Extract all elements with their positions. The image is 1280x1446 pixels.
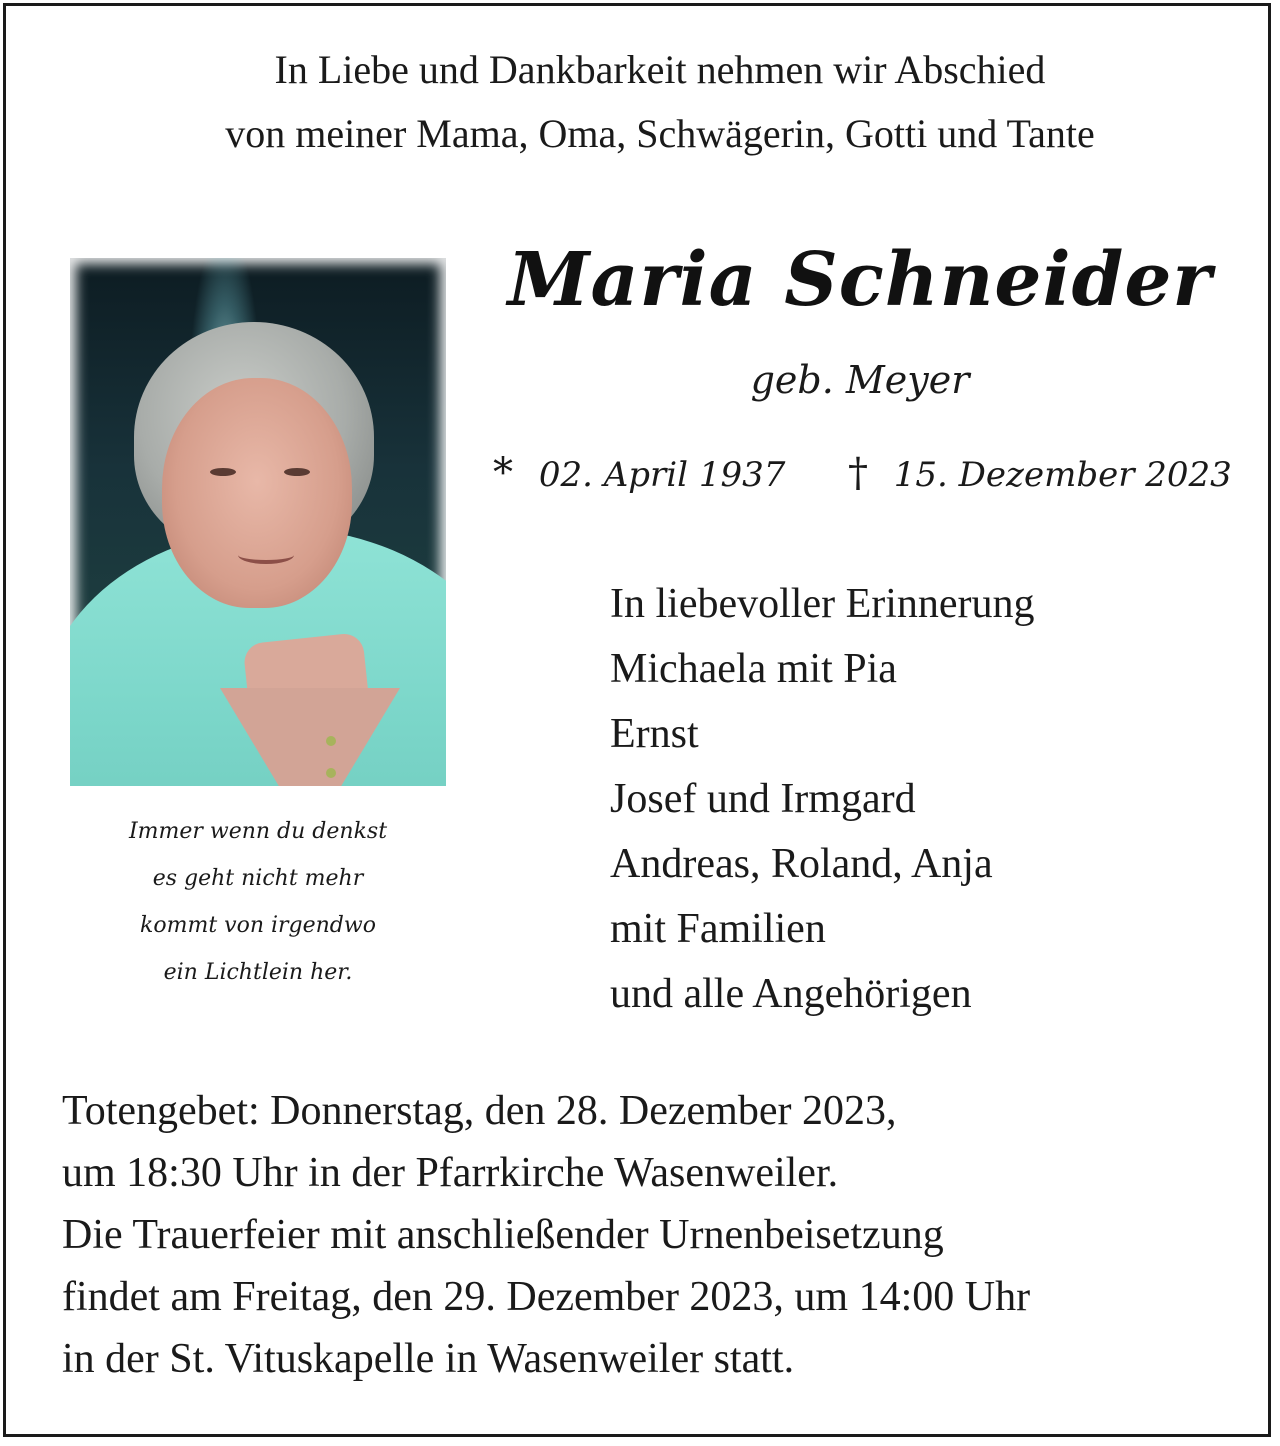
quote-line: kommt von irgendwo bbox=[140, 913, 376, 938]
quote-line: Immer wenn du denkst bbox=[128, 819, 388, 844]
deceased-name: Maria Schneider bbox=[507, 237, 1213, 323]
service-line: in der St. Vituskapelle in Wasenweiler statt. bbox=[62, 1336, 795, 1382]
quote-line: ein Lichtlein her. bbox=[163, 960, 353, 985]
mourners-line: mit Familien bbox=[610, 906, 826, 952]
mourners-line: In liebevoller Erinnerung bbox=[610, 581, 1035, 627]
memorial-quote bbox=[70, 808, 446, 996]
portrait-photo bbox=[70, 258, 446, 786]
birth-name: geb. Meyer bbox=[750, 358, 970, 402]
service-line: um 18:30 Uhr in der Pfarrkirche Wasenweiler. bbox=[62, 1150, 839, 1196]
birth-star-icon: * bbox=[493, 450, 513, 496]
service-details bbox=[62, 1080, 1242, 1390]
death-cross-icon: † bbox=[847, 450, 868, 496]
death-date: 15. Dezember 2023 bbox=[893, 455, 1232, 495]
service-line: Totengebet: Donnerstag, den 28. Dezember 2023, bbox=[62, 1088, 897, 1134]
mourners-line: Andreas, Roland, Anja bbox=[610, 841, 993, 887]
intro-line-2: von meiner Mama, Oma, Schwägerin, Gotti und Tante bbox=[225, 111, 1095, 156]
mourners-list bbox=[610, 572, 1035, 1027]
birth-date: 02. April 1937 bbox=[538, 455, 786, 495]
life-dates bbox=[478, 440, 1238, 508]
mourners-line: und alle Angehörigen bbox=[610, 971, 972, 1017]
intro-line-1: In Liebe und Dankbarkeit nehmen wir Abschied bbox=[274, 47, 1046, 92]
service-line: Die Trauerfeier mit anschließender Urnenbeisetzung bbox=[62, 1212, 944, 1258]
mourners-line: Josef und Irmgard bbox=[610, 776, 916, 822]
mourners-line: Ernst bbox=[610, 711, 699, 757]
mourners-line: Michaela mit Pia bbox=[610, 646, 897, 692]
quote-line: es geht nicht mehr bbox=[152, 866, 364, 891]
service-line: findet am Freitag, den 29. Dezember 2023, um 14:00 Uhr bbox=[62, 1274, 1031, 1320]
